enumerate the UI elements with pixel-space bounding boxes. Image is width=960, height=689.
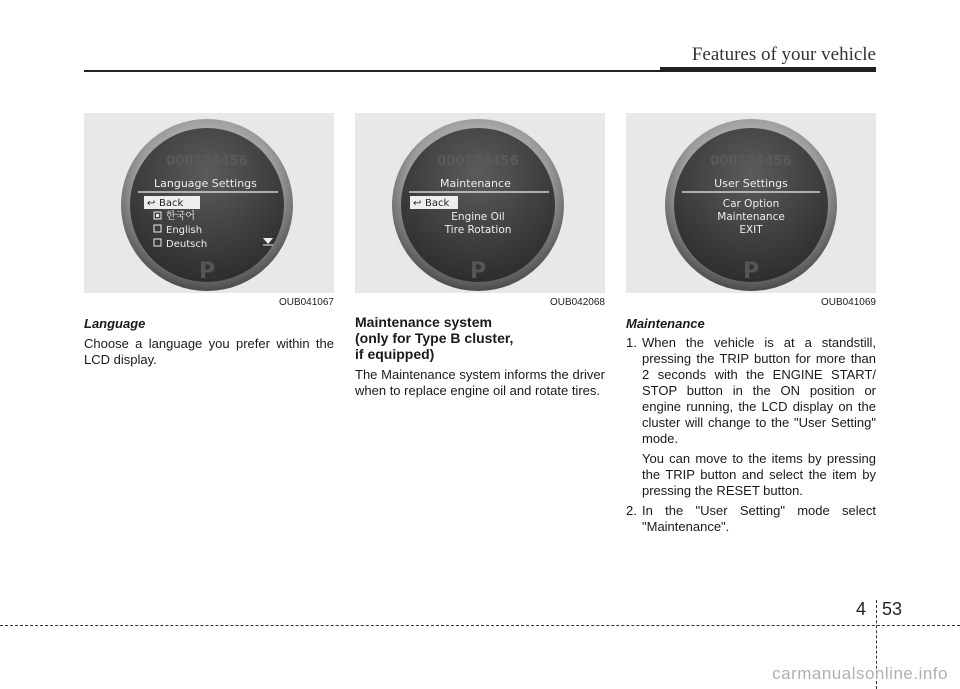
lcd-item-deutsch: Deutsch (166, 239, 208, 250)
column-maintenance (626, 113, 876, 535)
figure-code: OUB041067 (278, 297, 334, 308)
figure-maintenance-menu (355, 113, 605, 293)
lcd-item-exit: EXIT (739, 224, 763, 236)
heading-line: if equipped) (355, 346, 435, 362)
steps-list (626, 335, 876, 535)
figure-language-settings (84, 113, 334, 293)
gear-indicator: P (469, 259, 487, 284)
figure-code: OUB042068 (549, 297, 605, 308)
chapter-number: 4 (856, 599, 867, 619)
footer-divider (0, 625, 960, 626)
header-rule-accent (660, 67, 876, 72)
list-item (626, 503, 876, 535)
figure-user-settings (626, 113, 876, 293)
step-number: 1. (626, 335, 637, 350)
odometer-readout: 000123456 (437, 154, 519, 169)
step-paragraph: When the vehicle is at a standstill, pressing the TRIP button for more than 2 seconds with the ENGINE START/ STOP button in the ON position or engine running, the LCD display on the cluster will change to the "User Setting" mode. (642, 335, 876, 446)
lcd-menu-title: Language Settings (154, 177, 257, 190)
watermark: carmanualsonline.info (772, 664, 948, 683)
odometer-readout: 000123456 (710, 154, 792, 169)
lcd-menu-title: User Settings (714, 177, 788, 190)
section-paragraph: The Maintenance system informs the driver when to replace engine oil and rotate tires. (355, 367, 605, 398)
column-maintenance-system (355, 113, 605, 399)
header-title: Features of your vehicle (691, 44, 876, 65)
step-number: 2. (626, 503, 637, 518)
heading-line: Maintenance system (355, 314, 492, 330)
step-paragraph: In the "User Setting" mode select "Maintenance". (642, 503, 876, 534)
lcd-item-back: Back (159, 198, 184, 209)
list-item (626, 335, 876, 499)
section-heading: Language (84, 316, 146, 331)
lcd-item-tire-rotation: Tire Rotation (444, 224, 512, 236)
lcd-menu-title: Maintenance (440, 177, 511, 190)
lcd-item-car-option: Car Option (722, 198, 780, 210)
lcd-item-back: Back (425, 198, 450, 209)
gear-indicator: P (742, 259, 760, 284)
step-paragraph: You can move to the items by pressing the TRIP button and select the item by pressing the RESET button. (642, 451, 876, 498)
heading-line: (only for Type B cluster, (355, 330, 514, 346)
lcd-item-english: English (166, 225, 203, 236)
lcd-item-engine-oil: Engine Oil (451, 211, 505, 223)
back-icon: ↩ (413, 198, 422, 209)
checkbox-checked-icon (156, 214, 159, 217)
section-paragraph: Choose a language you prefer within the LCD display. (84, 336, 334, 367)
figure-code: OUB041069 (820, 297, 876, 308)
page-number: 53 (882, 599, 903, 619)
column-language (84, 113, 334, 368)
back-icon: ↩ (147, 198, 156, 209)
gear-indicator: P (198, 259, 216, 284)
odometer-readout: 000123456 (166, 154, 248, 169)
lcd-item-maintenance: Maintenance (717, 211, 785, 223)
section-heading (355, 314, 605, 362)
section-heading: Maintenance (626, 316, 705, 331)
lcd-item-korean: 한국어 (166, 211, 195, 222)
